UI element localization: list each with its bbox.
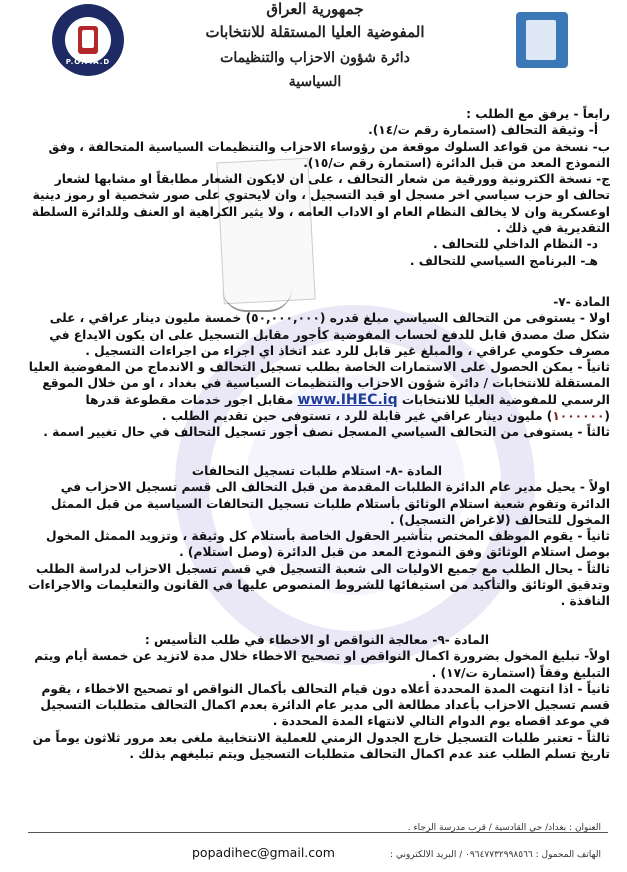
footer-email[interactable]: popadihec@gmail.com [192,845,335,860]
paragraph: ثانياً - اذا انتهت المدة المحددة أعلاه دون قيام التحالف بأكمال النواقص او تصحيح الاخطاء ، يقوم قسم تسجيل الاحزاب بأعداد مطالعة الى مدير عام الدائرة بعدم اكمال التحالف متطلبات التسجيل في موعد اقصاه يوم الدوام التالي لانتهاء المدة المحددة . [40,681,610,729]
list-item: أ- وثيقة التحالف (استمارة رقم ت/١٤). [368,123,598,138]
section-title: رابعاً - يرفق مع الطلب : [466,107,610,121]
fee-amount: ١٠٠٠٠٠٠ [552,409,605,424]
footer-address: العنوان : بغداد/ حي القادسية / قرب مدرسة الرجاء . [407,823,601,833]
paragraph: ثانياً - يمكن الحصول على الاستمارات الخاصة بطلب تسجيل التحالف و الاندماج من المفوضية العليا المستقلة للانتخابات / دائرة شؤون الاحزاب والتنظيمات السياسية في بغداد ، او من خلال الموقع الرسمي للمفوضية العليا للانتخابات www.IHEC.iq مقابل اجور خدمات مقطوعة قدرها (١٠٠٠٠٠٠) مليون دينار عراقي غير قابلة للرد ، تستوفى حين تقديم الطلب . [28,360,610,424]
paragraph: ثالثاً - يستوفى من التحالف السياسي المسجل نصف أجور تسجيل التحالف في حال تغيير اسمة . [43,425,610,440]
paragraph: اولاً- تبليغ المخول بضرورة اكمال النواقص او تصحيح الاخطاء خلال مدة لاتزيد عن خمسة أيام ويتم التبليغ وفقاً (استمارة ت/١٧) . [34,649,610,680]
list-item: ب- نسخة من قواعد السلوك موقعة من رؤوساء الاحزاب والتنظيمات السياسية المتحالفة ، وفق النموذج المعد من قبل الدائرة (استمارة رقم ت/١٥). [48,139,610,170]
ihec-website-link[interactable]: www.IHEC.iq [297,391,398,408]
article-7 [24,294,610,441]
paragraph: ثالثاً - تعتبر طلبات التسجيل خارج الجدول الزمني للعملية الانتخابية ملغى بعد مرور ثلاثون يوماً من تاريخ تسلم الطلب عند عدم اكمال التحالف متطلبات التسجيل ويتم تبليغهم بذلك . [32,730,610,762]
letterhead [200,0,430,94]
paragraph: اولا - يستوفى من التحالف السياسي مبلغ قدره (٥٠,٠٠٠,٠٠٠) خمسة مليون دينار عراقي ، على شكل صك مصدق قابل للدفع لحساب المفوضية كأجور مقابل التسجيل على ان يكون الايداع في مصرف حكومي عراقي ، والمبلغ غير قابل للرد عند اتخاذ اي اجراء من اجراءات التسجيل . [49,311,610,358]
letterhead-country: جمهورية العراق [266,0,364,18]
article-title: المادة -٧- [553,295,610,309]
letterhead-department: دائرة شؤون الاحزاب والتنظيمات السياسية [220,50,410,90]
paragraph: ثالثاً - يحال الطلب مع جميع الاوليات الى شعبة التسجيل في قسم تسجيل الاحزاب لدراسة الطلب وتدقيق الوثائق والتأكيد من استيفائها للشروط المنصوص عليها في القانون والتعليمات والاجراءات النافذة . [28,561,610,609]
article-8 [24,463,610,610]
ihec-logo [512,2,574,74]
list-item: هـ- البرنامج السياسي للتحالف . [409,253,598,268]
paragraph: ثانياً - يقوم الموظف المختص بتأشير الحقول الخاصة بأستلام كل وثيقة ، وتزويد الممثل المخول بوصل استلام الوثائق وفق النموذج المعد من قبل الدائرة (وصل استلام) . [46,529,610,560]
footer-divider [28,832,608,833]
paragraph: اولاً - يحيل مدير عام الدائرة الطلبات المقدمة من قبل التحالف الى قسم تسجيل الاحزاب في الدائرة وتقوم شعبة استلام الوثائق بأستلام طلبات تسجيل التحالفات السياسية من قبل الممثل المخول للتحالف (لاغراض التسجيل) . [50,480,610,527]
section-attachments [24,106,610,269]
footer-phone: الهاتف المحمول : ٠٩٦٤٧٧٣٢٩٩٨٥٦٦ / البريد الالكتروني : [390,850,601,860]
list-item: د- النظام الداخلي للتحالف . [432,237,598,252]
list-item: ج- نسخة الكترونية وورقية من شعار التحالف ، على ان لايكون الشعار مطابقاً او مشابها لشعار تحالف او حزب سياسي اخر مسجل او قيد التسجيل ، وان لايحتوي على صور شخصية او رموز دينية اوعسكرية وان لا يخالف النظام العام او الاداب العامه ، ولا يثير الكراهية او العنف وللدائرة السلطة التقديرية في ذلك . [31,172,610,236]
popad-logo: P.O.P.A.D [52,4,124,76]
article-title: المادة -٩- معالجة النواقص او الاخطاء في طلب التأسيس : [144,633,490,647]
article-9 [24,632,610,762]
letterhead-commission: المفوضية العليا المستقلة للانتخابات [205,23,425,41]
article-title: المادة -٨- استلام طلبات تسجيل التحالفات [191,464,443,478]
